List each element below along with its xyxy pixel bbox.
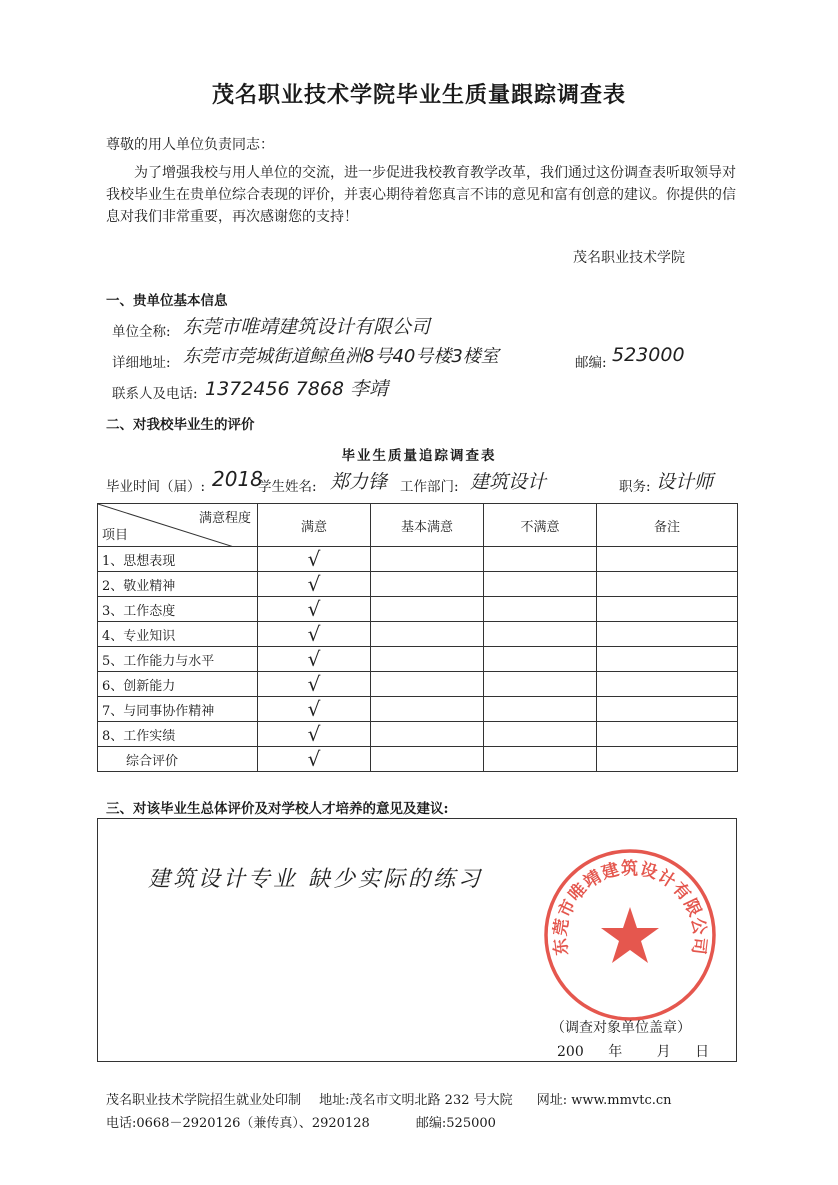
check-mark: √ bbox=[307, 621, 321, 646]
check-mark: √ bbox=[307, 646, 321, 671]
grad-time-value: 2018 bbox=[212, 467, 263, 491]
check-mark: √ bbox=[307, 546, 321, 571]
contact-label: 联系人及电话: bbox=[112, 386, 198, 402]
check-mark: √ bbox=[307, 746, 321, 771]
date-day-label: 日 bbox=[695, 1044, 710, 1060]
table-row bbox=[98, 597, 738, 622]
seal-text: 东莞市唯靖建筑设计有限公司 bbox=[550, 858, 710, 957]
table-row bbox=[98, 572, 738, 597]
page-title: 茂名职业技术学院毕业生质量跟踪调查表 bbox=[211, 82, 626, 108]
student-value: 郑力锋 bbox=[330, 471, 388, 493]
evaluation-table bbox=[97, 503, 738, 772]
header-diag-top: 满意程度 bbox=[198, 511, 251, 526]
row-item: 综合评价 bbox=[98, 747, 258, 772]
footer-address: 地址:茂名市文明北路 232 号大院 bbox=[319, 1093, 513, 1108]
row-item: 2、敬业精神 bbox=[98, 572, 258, 597]
company-seal bbox=[540, 845, 720, 1025]
unit-label: 单位全称: bbox=[112, 324, 171, 340]
comment-text: 建筑设计专业 缺少实际的练习 bbox=[148, 867, 483, 892]
position-label: 职务: bbox=[619, 479, 651, 495]
table-row bbox=[98, 722, 738, 747]
dept-value: 建筑设计 bbox=[470, 471, 547, 493]
position-value: 设计师 bbox=[656, 471, 714, 493]
row-item: 3、工作态度 bbox=[98, 597, 258, 622]
table-row bbox=[98, 622, 738, 647]
date-month-label: 月 bbox=[656, 1044, 671, 1060]
check-mark: √ bbox=[307, 596, 321, 621]
date-year: 200 bbox=[557, 1044, 584, 1060]
row-item: 4、专业知识 bbox=[98, 622, 258, 647]
col-header: 不满意 bbox=[484, 504, 597, 547]
table-row bbox=[98, 672, 738, 697]
row-item: 1、思想表现 bbox=[98, 547, 258, 572]
grad-time-label: 毕业时间（届）: bbox=[106, 479, 206, 495]
check-mark: √ bbox=[307, 721, 321, 746]
footer-postcode: 邮编:525000 bbox=[415, 1116, 496, 1131]
section3-heading: 三、对该毕业生总体评价及对学校人才培养的意见及建议: bbox=[106, 801, 449, 817]
address-label: 详细地址: bbox=[112, 355, 171, 371]
col-header: 备注 bbox=[597, 504, 738, 547]
check-mark: √ bbox=[307, 671, 321, 696]
header-diagonal-cell bbox=[98, 504, 258, 547]
signature: 茂名职业技术学院 bbox=[573, 250, 685, 266]
seal-note: （调查对象单位盖章） bbox=[551, 1020, 691, 1036]
table-row bbox=[98, 747, 738, 772]
section2-heading: 二、对我校毕业生的评价 bbox=[106, 417, 255, 433]
unit-value: 东莞市唯靖建筑设计有限公司 bbox=[183, 316, 431, 338]
row-item: 7、与同事协作精神 bbox=[98, 697, 258, 722]
seal-star-icon bbox=[601, 907, 659, 963]
student-label: 学生姓名: bbox=[258, 479, 317, 495]
footer-website: 网址: www.mmvtc.cn bbox=[536, 1093, 672, 1108]
section1-heading: 一、贵单位基本信息 bbox=[106, 293, 228, 309]
postcode-value: 523000 bbox=[612, 344, 685, 366]
table-row bbox=[98, 547, 738, 572]
col-header: 基本满意 bbox=[371, 504, 484, 547]
address-value: 东莞市莞城街道鲸鱼洲8号40号楼3楼室 bbox=[183, 346, 499, 367]
intro-paragraph: 为了增强我校与用人单位的交流，进一步促进我校教育教学改革，我们通过这份调查表听取领导对我校毕业生在贵单位综合表现的评价，并衷心期待着您真言不讳的意见和富有创意的建议。你提供的信息对我们非常重要，再次感谢您的支持！ bbox=[106, 165, 736, 225]
contact-value: 1372456 7868 李靖 bbox=[205, 378, 389, 400]
greeting: 尊敬的用人单位负责同志： bbox=[106, 137, 274, 153]
dept-label: 工作部门: bbox=[400, 479, 459, 495]
row-item: 5、工作能力与水平 bbox=[98, 647, 258, 672]
footer-printer: 茂名职业技术学院招生就业处印制 bbox=[106, 1093, 302, 1108]
col-header: 满意 bbox=[258, 504, 371, 547]
postcode-label: 邮编: bbox=[575, 355, 607, 371]
table-row bbox=[98, 647, 738, 672]
check-mark: √ bbox=[307, 696, 321, 721]
row-item: 8、工作实绩 bbox=[98, 722, 258, 747]
date-year-label: 年 bbox=[608, 1044, 623, 1060]
header-diag-bottom: 项目 bbox=[102, 528, 129, 543]
row-item: 6、创新能力 bbox=[98, 672, 258, 697]
footer-phone: 电话:0668－2920126（兼传真）、2920128 bbox=[106, 1116, 370, 1131]
table-title: 毕业生质量追踪调查表 bbox=[341, 448, 497, 464]
check-mark: √ bbox=[307, 571, 321, 596]
table-row bbox=[98, 697, 738, 722]
